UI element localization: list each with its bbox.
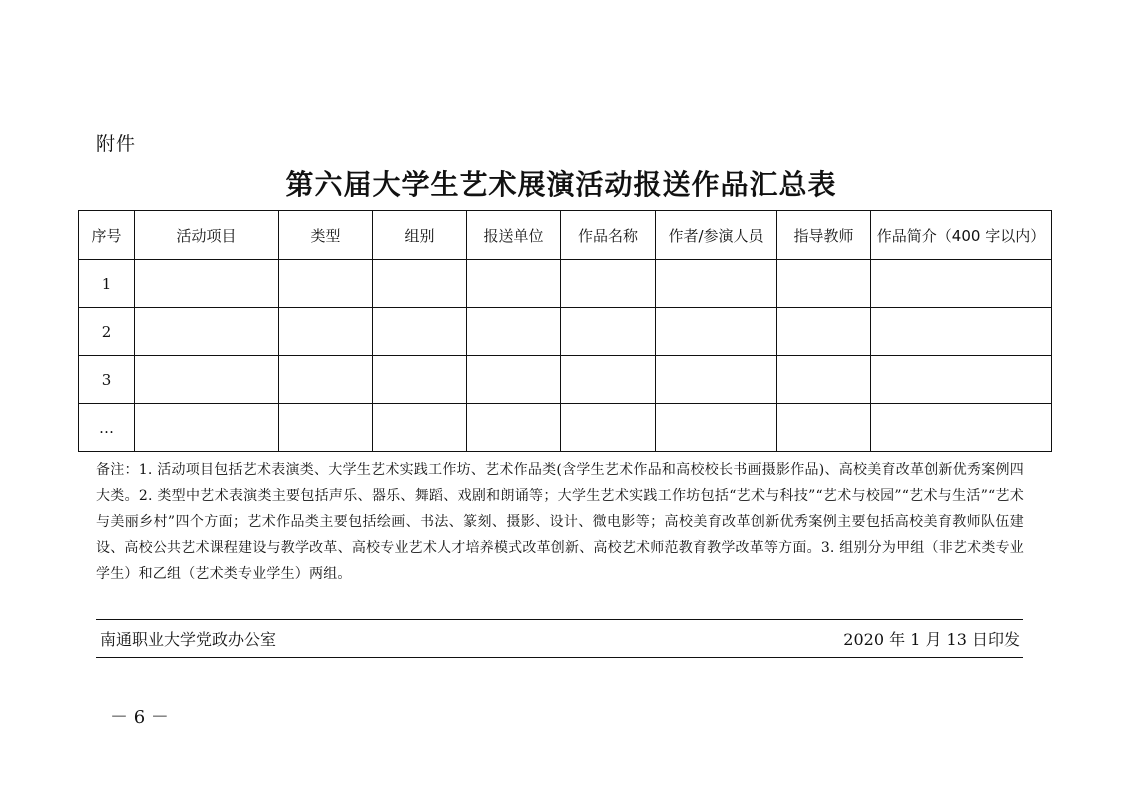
table-cell [135,404,279,452]
row-index: 2 [79,308,135,356]
table-cell [777,308,871,356]
table-cell [373,356,467,404]
table-row [79,308,1052,356]
remarks-note: 备注：1. 活动项目包括艺术表演类、大学生艺术实践工作坊、艺术作品类(含学生艺术作品和高校校长书画摄影作品)、高校美育改革创新优秀案例四大类。2. 类型中艺术表演类主要包括声乐、器乐、舞蹈、戏剧和朗诵等；大学生艺术实践工作坊包括“艺术与科技”“艺术与校园”“艺术与生活”“艺术与美丽乡村”四个方面；艺术作品类主要包括绘画、书法、篆刻、摄影、设计、微电影等；高校美育改革创新优秀案例主要包括高校美育教师队伍建设、高校公共艺术课程建设与教学改革、高校专业艺术人才培养模式改革创新、高校艺术师范教育教学改革等方面。3. 组别分为甲组（非艺术类专业学生）和乙组（艺术类专业学生）两组。 [96,462,1024,582]
summary-table [78,210,1052,452]
table-row [79,356,1052,404]
header-group: 组别 [373,211,467,260]
table-cell [656,404,777,452]
row-index: 1 [79,260,135,308]
table-cell [279,356,373,404]
table-cell [279,308,373,356]
table-cell [467,260,561,308]
header-teacher: 指导教师 [777,211,871,260]
table-cell [135,260,279,308]
table-row [79,404,1052,452]
table-cell [561,404,656,452]
table-cell [467,404,561,452]
table-cell [656,308,777,356]
table-cell [279,260,373,308]
attachment-label: 附件 [96,133,137,155]
table-cell [467,308,561,356]
footer-top-rule [96,619,1023,620]
table-cell [871,260,1052,308]
page-number: － 6 － [110,707,169,728]
header-summary: 作品简介（400 字以内） [871,211,1052,260]
header-unit: 报送单位 [467,211,561,260]
footer-bottom-rule [96,657,1023,658]
header-index: 序号 [79,211,135,260]
table-cell [561,308,656,356]
table-cell [135,356,279,404]
table-cell [777,404,871,452]
table-cell [561,356,656,404]
footer-date: 2020 年 1 月 13 日印发 [843,630,1020,649]
table-cell [656,260,777,308]
row-index: 3 [79,356,135,404]
table-cell [373,308,467,356]
table-cell [373,404,467,452]
table-cell [656,356,777,404]
header-work-name: 作品名称 [561,211,656,260]
footer-issuer: 南通职业大学党政办公室 [100,630,277,649]
table-cell [871,308,1052,356]
table-cell [561,260,656,308]
table-cell [777,356,871,404]
table-cell [777,260,871,308]
table-cell [279,404,373,452]
header-type: 类型 [279,211,373,260]
table-row [79,260,1052,308]
table-cell [373,260,467,308]
header-activity: 活动项目 [135,211,279,260]
row-index: … [79,404,135,452]
table-cell [871,404,1052,452]
table-cell [135,308,279,356]
document-title: 第六届大学生艺术展演活动报送作品汇总表 [285,168,837,201]
table-header-row [79,211,1052,260]
header-authors: 作者/参演人员 [656,211,777,260]
table-cell [467,356,561,404]
table-cell [871,356,1052,404]
